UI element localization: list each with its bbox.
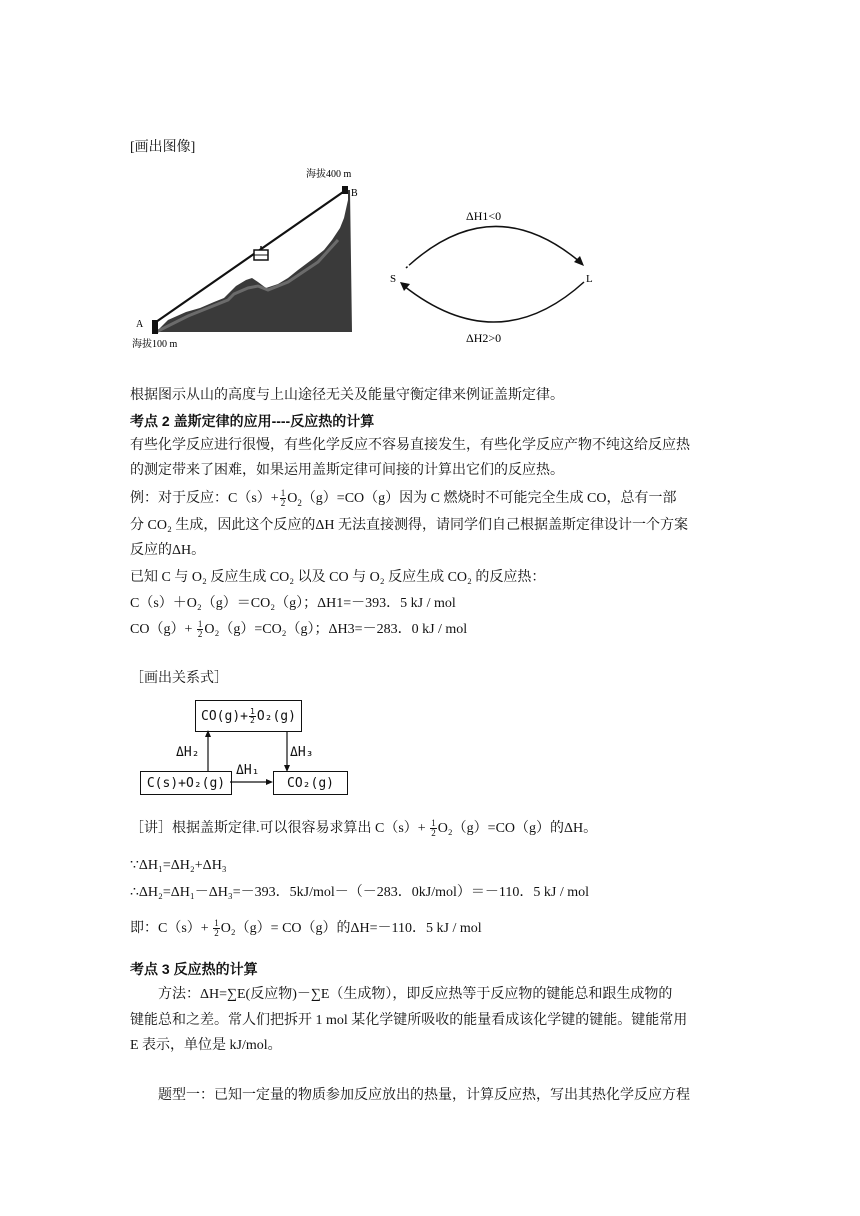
dh2-arrow-label: ΔH₂ (176, 745, 200, 760)
cycle-figure (380, 196, 620, 348)
label-draw-image: [画出图像] (130, 140, 196, 155)
heading-point-2: 考点 2 盖斯定律的应用----反应热的计算 (130, 413, 375, 429)
result-line: 即：C（s）+ $\frac{1}{2}$ O₂（g）= CO（g）的ΔH=－110．5 kJ / mol (130, 918, 482, 939)
point-b-label: B (351, 188, 358, 199)
equation-1: C（s）＋O₂（g）＝CO₂（g）；ΔH1=－393．5 kJ / mol (130, 596, 456, 611)
mountain-figure (128, 160, 368, 352)
altitude-bottom-label: 海拔100 m (132, 339, 178, 350)
label-draw-relation: ［画出关系式］ (130, 671, 228, 686)
dh1-arrow-label: ΔH₁ (236, 763, 260, 778)
method-line-1: 方法：ΔH=∑E(反应物)－∑E（生成物），即反应热等于反应物的键能总和跟生成物的 (158, 987, 673, 1002)
example-line-2: 分 CO₂ 生成，因此这个反应的ΔH 无法直接测得，请同学们自己根据盖斯定律设计一个方案 (130, 518, 688, 533)
known-line: 已知 C 与 O₂ 反应生成 CO₂ 以及 CO 与 O₂ 反应生成 CO₂ 的反应热： (130, 570, 546, 585)
equation-2: CO（g）+ $\frac{1}{2}$ O₂（g）=CO₂（g）；ΔH3=－283．0 kJ / mol (130, 619, 468, 640)
dh3-arrow-label: ΔH₃ (290, 745, 314, 760)
altitude-top-label: 海拔400 m (306, 169, 352, 180)
mountain-shape (156, 190, 352, 332)
fraction-half: $\frac{1}{2}$ (431, 818, 436, 839)
dh2-label: ΔH2>0 (466, 331, 502, 345)
fraction-half: $\frac{1}{2}$ (214, 918, 219, 939)
question-type-1: 题型一：已知一定量的物质参加反应放出的热量，计算反应热，写出其热化学反应方程 (158, 1088, 690, 1103)
fraction-half: $\frac{1}{2}$ (197, 619, 203, 640)
example-line-3: 反应的ΔH。 (130, 543, 206, 558)
box-co-plus-half-o2: CO(g)+ $\frac{1}{2}$ O₂(g) (195, 700, 302, 732)
because-line: ∵ΔH₁=ΔH₂+ΔH₃ (130, 858, 227, 873)
para-intro-line-2: 的测定带来了困难，如果运用盖斯定律可间接的计算出它们的反应热。 (130, 463, 564, 478)
state-s-label: S (390, 273, 397, 285)
para-intro-line-1: 有些化学反应进行很慢，有些化学反应不容易直接发生，有些化学反应产物不纯这给反应热 (130, 438, 690, 453)
heading-point-3: 考点 3 反应热的计算 (130, 961, 258, 977)
dh1-label: ΔH1<0 (466, 209, 502, 223)
point-a-label: A (136, 319, 144, 330)
box-c-plus-o2: C(s)+O₂(g) (140, 771, 232, 795)
example-line-1: 例：对于反应：C（s）+ $\frac{1}{2}$ $O_2(g)=CO(g)$因为 C 燃烧时不可能完全生成 CO，总有一部 (130, 488, 677, 509)
state-l-label: L (586, 273, 593, 285)
method-line-2: 键能总和之差。常人们把拆开 1 mol 某化学键所吸收的能量看成该化学键的键能。键能常用 (130, 1013, 688, 1028)
box-co2: CO₂(g) (273, 771, 348, 795)
fraction-half: $\frac{1}{2}$ (280, 488, 286, 509)
therefore-line: ∴ΔH₂=ΔH₁－ΔH₃=－393．5kJ/mol－（－283．0kJ/mol）＝－110．5 kJ / mol (130, 885, 590, 900)
lecture-line: ［讲］根据盖斯定律.可以很容易求算出 C（s）+ $\frac{1}{2}$ O₂（g）=CO（g）的ΔH。 (130, 818, 598, 839)
para-hess-intro: 根据图示从山的高度与上山途径无关及能量守衡定律来例证盖斯定律。 (130, 388, 564, 403)
method-line-3: E 表示，单位是 kJ/mol。 (130, 1038, 282, 1053)
